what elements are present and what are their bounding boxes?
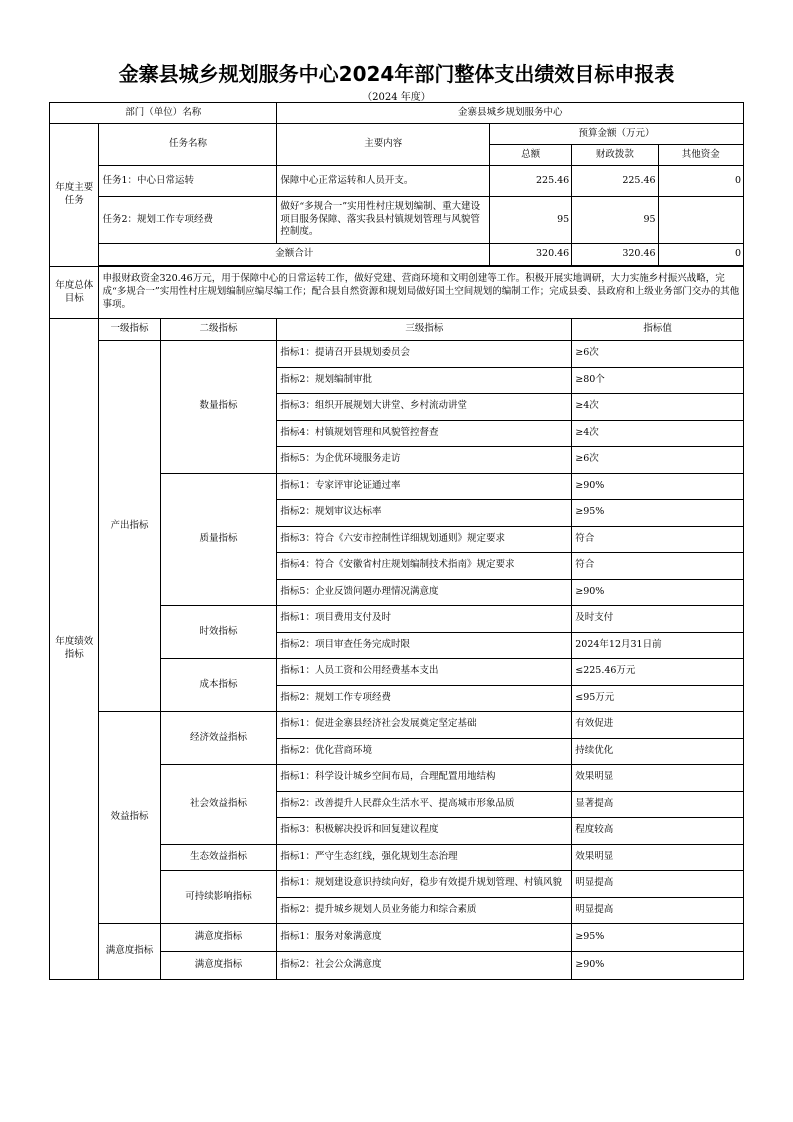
level2-timeliness: 时效指标 bbox=[160, 606, 277, 659]
goals-text: 申报财政资金320.46万元，用于保障中心的日常运转工作，做好党建、营商环境和文明创建等工作。积极开展实地调研，大力实施乡村振兴战略，完成“多规合一”实用性村庄规划编制应编尽编工作；配合县自然资源和规划局做好国土空间规划的编制工作；完成县委、县政府和上级业务部门交办的其他事项。 bbox=[99, 267, 744, 319]
indicator-name: 指标2：规划编制审批 bbox=[277, 367, 572, 394]
col-level2: 二级指标 bbox=[160, 319, 277, 341]
indicator-name: 指标5：为企优环境服务走访 bbox=[277, 447, 572, 474]
indicator-value: ≤95万元 bbox=[572, 685, 744, 712]
indicator-value: ≥95% bbox=[572, 500, 744, 527]
level2-cost: 成本指标 bbox=[160, 659, 277, 712]
level2-satisfaction: 满意度指标 bbox=[160, 952, 277, 980]
indicator-value: ≤225.46万元 bbox=[572, 659, 744, 686]
task-total: 225.46 bbox=[490, 166, 572, 197]
level1-benefit: 效益指标 bbox=[99, 712, 160, 924]
col-level3: 三级指标 bbox=[277, 319, 572, 341]
indicator-name: 指标2：规划审议达标率 bbox=[277, 500, 572, 527]
sum-total: 320.46 bbox=[490, 244, 572, 266]
page-title: 金寨县城乡规划服务中心2024年部门整体支出绩效目标申报表 bbox=[118, 62, 675, 86]
level2-sustainable: 可持续影响指标 bbox=[160, 871, 277, 924]
indicator-name: 指标4：符合《安徽省村庄规划编制技术指南》规定要求 bbox=[277, 553, 572, 580]
level1-satisfaction: 满意度指标 bbox=[99, 924, 160, 980]
sum-fiscal: 320.46 bbox=[572, 244, 658, 266]
indicator-value: ≥90% bbox=[572, 473, 744, 500]
col-fiscal: 财政拨款 bbox=[572, 145, 658, 166]
indicator-value: ≥6次 bbox=[572, 341, 744, 368]
indicator-name: 指标3：积极解决投诉和回复建议程度 bbox=[277, 818, 572, 845]
indicator-name: 指标1：促进金寨县经济社会发展奠定坚定基础 bbox=[277, 712, 572, 739]
col-indicator-value: 指标值 bbox=[572, 319, 744, 341]
indicator-name: 指标1：人员工资和公用经费基本支出 bbox=[277, 659, 572, 686]
indicator-value: ≥80个 bbox=[572, 367, 744, 394]
dept-label: 部门（单位）名称 bbox=[50, 103, 277, 124]
col-level1: 一级指标 bbox=[99, 319, 160, 341]
indicator-value: 持续优化 bbox=[572, 738, 744, 765]
indicator-name: 指标2：规划工作专项经费 bbox=[277, 685, 572, 712]
indicator-name: 指标1：规划建设意识持续向好，稳步有效提升规划管理、村镇风貌 bbox=[277, 871, 572, 898]
col-budget: 预算金额（万元） bbox=[490, 124, 744, 145]
task-fiscal: 95 bbox=[572, 197, 658, 244]
indicator-value: ≥95% bbox=[572, 924, 744, 952]
indicator-name: 指标2：社会公众满意度 bbox=[277, 952, 572, 980]
task-name: 任务2：规划工作专项经费 bbox=[99, 197, 277, 244]
indicator-name: 指标3：组织开展规划大讲堂、乡村流动讲堂 bbox=[277, 394, 572, 421]
goals-section-label: 年度总体目标 bbox=[50, 267, 99, 319]
level2-social: 社会效益指标 bbox=[160, 765, 277, 845]
level2-satisfaction: 满意度指标 bbox=[160, 924, 277, 952]
task-content: 做好“多规合一”实用性村庄规划编制、重大建设项目服务保障、落实我县村镇规划管理与风貌管控制度。 bbox=[277, 197, 490, 244]
indicator-name: 指标1：专家评审论证通过率 bbox=[277, 473, 572, 500]
indicator-value: ≥90% bbox=[572, 952, 744, 980]
sum-other: 0 bbox=[658, 244, 743, 266]
task-name: 任务1：中心日常运转 bbox=[99, 166, 277, 197]
indicator-name: 指标1：提请召开县规划委员会 bbox=[277, 341, 572, 368]
indicator-name: 指标2：改善提升人民群众生活水平、提高城市形象品质 bbox=[277, 791, 572, 818]
indicator-value: 程度较高 bbox=[572, 818, 744, 845]
indicator-value: 明显提高 bbox=[572, 871, 744, 898]
level2-economic: 经济效益指标 bbox=[160, 712, 277, 765]
task-other: 0 bbox=[658, 166, 743, 197]
task-total: 95 bbox=[490, 197, 572, 244]
performance-table bbox=[49, 102, 744, 980]
indicator-value: 效果明显 bbox=[572, 765, 744, 792]
indicator-name: 指标5：企业反馈问题办理情况满意度 bbox=[277, 579, 572, 606]
level2-quality: 质量指标 bbox=[160, 473, 277, 606]
indicator-value: ≥4次 bbox=[572, 420, 744, 447]
indicator-name: 指标3：符合《六安市控制性详细规划通则》规定要求 bbox=[277, 526, 572, 553]
sum-label: 金额合计 bbox=[99, 244, 490, 266]
indicator-name: 指标2：项目审查任务完成时限 bbox=[277, 632, 572, 659]
level2-ecological: 生态效益指标 bbox=[160, 844, 277, 871]
indicator-name: 指标2：优化营商环境 bbox=[277, 738, 572, 765]
indicator-value: 有效促进 bbox=[572, 712, 744, 739]
col-main-content: 主要内容 bbox=[277, 124, 490, 166]
col-total: 总额 bbox=[490, 145, 572, 166]
indicator-value: ≥90% bbox=[572, 579, 744, 606]
page-subtitle: （2024 年度） bbox=[362, 92, 431, 103]
indicator-name: 指标1：严守生态红线，强化规划生态治理 bbox=[277, 844, 572, 871]
indicator-value: ≥4次 bbox=[572, 394, 744, 421]
indicator-value: 2024年12月31日前 bbox=[572, 632, 744, 659]
indicator-value: 及时支付 bbox=[572, 606, 744, 633]
task-fiscal: 225.46 bbox=[572, 166, 658, 197]
indicator-name: 指标2：提升城乡规划人员业务能力和综合素质 bbox=[277, 897, 572, 924]
task-content: 保障中心正常运转和人员开支。 bbox=[277, 166, 490, 197]
indicators-section-label: 年度绩效指标 bbox=[50, 319, 99, 980]
indicator-value: 明显提高 bbox=[572, 897, 744, 924]
indicator-name: 指标1：服务对象满意度 bbox=[277, 924, 572, 952]
level2-quantity: 数量指标 bbox=[160, 341, 277, 474]
indicator-name: 指标1：科学设计城乡空间布局，合理配置用地结构 bbox=[277, 765, 572, 792]
tasks-section-label: 年度主要任务 bbox=[50, 124, 99, 267]
indicator-name: 指标1：项目费用支付及时 bbox=[277, 606, 572, 633]
task-other bbox=[658, 197, 743, 244]
indicator-value: 效果明显 bbox=[572, 844, 744, 871]
indicator-value: 显著提高 bbox=[572, 791, 744, 818]
indicator-name: 指标4：村镇规划管理和风貌管控督查 bbox=[277, 420, 572, 447]
dept-value: 金寨县城乡规划服务中心 bbox=[277, 103, 744, 124]
indicator-value: 符合 bbox=[572, 553, 744, 580]
level1-output: 产出指标 bbox=[99, 341, 160, 712]
col-task-name: 任务名称 bbox=[99, 124, 277, 166]
col-other: 其他资金 bbox=[658, 145, 743, 166]
indicator-value: 符合 bbox=[572, 526, 744, 553]
indicator-value: ≥6次 bbox=[572, 447, 744, 474]
